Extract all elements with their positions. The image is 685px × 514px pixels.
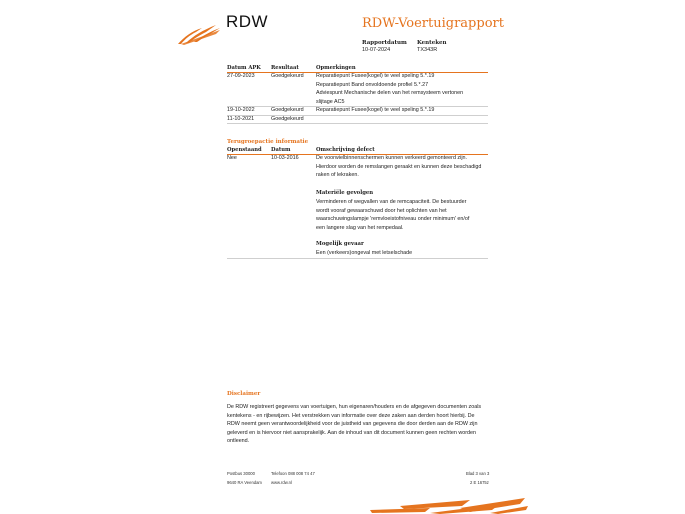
disclaimer-line-1: De RDW registreert gegevens van voertuigen, hun eigenaren/houders en de afgegeven documenten zoals [227,404,482,410]
disclaimer-title: Disclaimer [227,391,261,397]
recall-col-openstaand: Openstaand [227,147,262,153]
rapportdatum-value: 10-07-2024 [362,47,391,53]
kenteken-value: TX343R [417,47,438,53]
disclaimer-line-3: RDW neemt geen verantwoordelijkheid voor de juistheid van gegevens die door derden aan de RDW zijn [227,421,478,427]
footer-code: 2 E 1675z [470,480,489,485]
footer-page-number: Blad 3 van 3 [466,471,490,476]
recall-omschrijving-line-1: De voorwielbinnenschermen kunnen verkeerd gemonteerd zijn. [316,155,468,161]
apk-row-divider [227,115,488,116]
apk-row-divider [227,123,488,124]
apk-col-resultaat: Resultaat [271,65,299,71]
recall-gevolgen-line-2: wordt vooraf gewaarschuwd door het oplichten van het [316,207,447,214]
decorative-stripes-icon [370,496,530,514]
apk-row-3-datum: 11-10-2021 [227,115,255,122]
footer-telefoon: Telefoon 088 008 74 47 [271,471,315,476]
apk-row-1-opmerking-4: slijtage AC5 [316,98,345,105]
recall-col-omschrijving: Omschrijving defect [316,147,375,153]
recall-gevaar-text: Een (verkeers)ongeval met letselschade [316,250,413,256]
apk-row-2-datum: 19-10-2022 [227,107,255,113]
recall-section-title: Terugroepactie informatie [227,139,309,145]
recall-omschrijving-line-3: raken of lekraken. [316,172,359,178]
recall-gevolgen-title: Materiële gevolgen [316,190,374,196]
apk-row-1-datum: 27-09-2023 [227,73,255,79]
apk-row-2-opmerking-1: Reparatiepunt Fusee(kogel) te veel speling 5.*.19 [316,107,435,113]
apk-row-1-opmerking-3: Adviespunt Mechanische delen van het remsysteem vertonen [316,90,464,96]
disclaimer-line-5: ontleend. [227,438,250,444]
apk-row-2-resultaat: Goedgekeurd [271,107,304,113]
recall-datum: 10-03-2016 [271,155,299,161]
footer-website[interactable]: www.rdw.nl [271,480,292,485]
rapportdatum-label: Rapportdatum [362,40,407,46]
apk-row-3-resultaat: Goedgekeurd [271,115,304,122]
apk-row-1-resultaat: Goedgekeurd [271,73,304,79]
recall-col-datum: Datum [271,147,291,153]
disclaimer-line-2: kentekens - en rijbewijzen. Het verstrekken van informatie over deze zaken aan derden hoort hierbij. De [227,412,475,419]
recall-gevolgen-line-4: een langere slag van het rempedaal. [316,224,404,231]
kenteken-label: Kenteken [417,40,447,46]
logo-text: RDW [226,12,269,31]
recall-gevolgen-line-1: Verminderen of wegvallen van de remcapaciteit. De bestuurder [316,199,467,205]
footer-postbus: Postbus 30000 [227,471,255,476]
recall-omschrijving-line-2: Hierdoor worden de remslangen geraakt en kunnen deze beschadigd [316,163,482,170]
rdw-logo-icon [176,22,222,46]
report-title: RDW-Voertuigrapport [362,16,504,31]
recall-gevolgen-line-3: waarschuwingslampje 'remvloeistofniveau onder minimum' en/of [316,216,470,222]
recall-bottom-rule [227,258,488,259]
recall-gevaar-title: Mogelijk gevaar [316,241,364,247]
disclaimer-line-4: geleverd en is hiervoor niet aansprakelijk. Aan de inhoud van dit document kunnen geen rechten worden [227,429,477,436]
apk-row-1-opmerking-1: Reparatiepunt Fusee(kogel) te veel speling 5.*.19 [316,73,435,79]
apk-col-opmerkingen: Opmerkingen [316,65,356,71]
recall-openstaand: Nee [227,155,237,161]
apk-row-1-opmerking-2: Reparatiepunt Band onvoldoende profiel 5.*.27 [316,81,429,88]
apk-col-datum: Datum APK [227,65,261,71]
footer-city: 9640 RA Veendam [227,480,262,485]
